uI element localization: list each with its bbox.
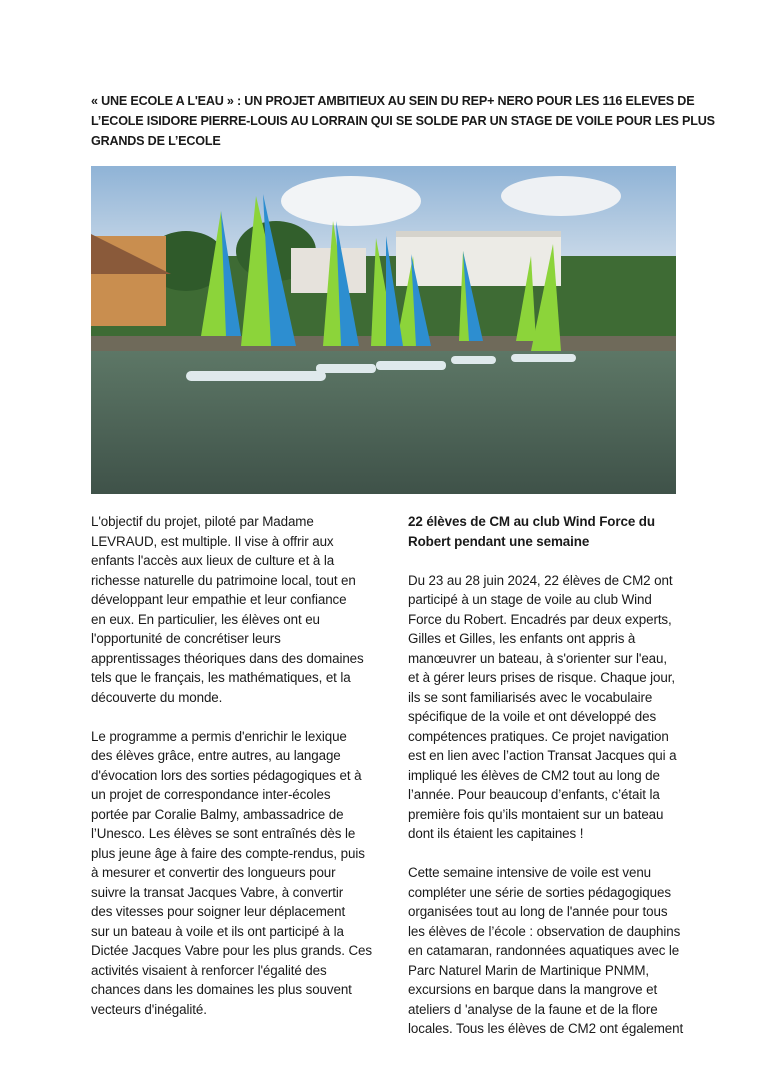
text-line: des élèves grâce, entre autres, au langage [91, 748, 341, 763]
paragraph-gap [408, 844, 688, 864]
text-line: l’Unesco. Les élèves se sont entraînés dès le [91, 826, 356, 841]
text-line: un projet de correspondance inter-écoles [91, 787, 331, 802]
title-line: GRANDS DE L’ECOLE [91, 134, 221, 148]
text-line: en eux. En particulier, les élèves ont eu [91, 611, 320, 627]
text-line: locales. Tous les élèves de CM2 ont également [408, 1021, 684, 1036]
text-line: enfants l'accès aux lieux de culture et à la [91, 553, 335, 568]
text-line: ils se sont familiarisés avec le vocabulaire [408, 689, 653, 705]
title-line: « UNE ECOLE A L'EAU » : UN PROJET AMBITIEUX AU SEIN DU REP+ NERO POUR LES 116 ELEVES DE [91, 94, 695, 108]
text-line: Dictée Jacques Vabre pour les plus grands. Ces [91, 943, 372, 958]
text-line: est en lien avec l’action Transat Jacques qui a [408, 748, 677, 763]
right-column [408, 512, 688, 1039]
text-line: LEVRAUD, est multiple. Il vise à offrir aux [91, 533, 334, 549]
text-line: Parc Naturel Marin de Martinique PNMM, [408, 962, 650, 978]
text-line: l'opportunité de concrétiser leurs [91, 631, 281, 646]
text-line: sur un bateau à voile et ils ont participé à la [91, 923, 344, 939]
text-line: les élèves de l’école : observation de dauphins [408, 923, 681, 939]
text-line: tels que le français, les mathématiques, et la [91, 670, 351, 685]
text-line: participé à un stage de voile au club Wind [408, 592, 652, 607]
text-line: et à gérer leurs prises de risque. Chaque jour, [408, 670, 675, 685]
text-line: impliqué les élèves de CM2 tout au long de [408, 767, 660, 783]
paragraph [408, 571, 688, 844]
paragraph [91, 727, 371, 1020]
text-line: dont ils étaient les capitaines ! [408, 826, 584, 841]
text-line: en catamaran, randonnées aquatiques avec le [408, 943, 680, 958]
text-line: spécifique de la voile et ont développé des [408, 709, 657, 724]
text-line: apprentissages théoriques dans des domaines [91, 650, 364, 666]
text-line: Le programme a permis d'enrichir le lexique [91, 728, 347, 744]
paragraph-gap [408, 551, 688, 571]
text-line: Du 23 au 28 juin 2024, 22 élèves de CM2 ont [408, 572, 673, 588]
text-line: 22 élèves de CM au club Wind Force du [408, 514, 655, 529]
text-line: L'objectif du projet, piloté par Madame [91, 514, 314, 529]
text-line: excursions en barque dans la mangrove et [408, 982, 658, 997]
paragraph [408, 863, 688, 1039]
text-line: des vitesses pour soigner leur déplacement [91, 904, 346, 919]
text-line: plus jeune âge à faire des compte-rendus, puis [91, 845, 365, 861]
text-line: première fois qu’ils montaient sur un bateau [408, 806, 664, 822]
text-line: d'évocation lors des sorties pédagogiques et à [91, 767, 362, 783]
text-line: manœuvrer un bateau, à s'orienter sur l'eau, [408, 650, 667, 666]
text-line: richesse naturelle du patrimoine local, tout en [91, 572, 356, 588]
text-line: compléter une série de sorties pédagogiques [408, 884, 671, 900]
text-line: développant leur empathie et leur confiance [91, 592, 347, 607]
text-line: compétences pratiques. Ce projet navigation [408, 728, 669, 744]
text-line: activités visaient à renforcer l'égalité des [91, 962, 327, 978]
text-line: vecteurs d'inégalité. [91, 1001, 207, 1017]
text-line: l’année. Pour beaucoup d’enfants, c’était la [408, 787, 660, 802]
text-line: chances dans les domaines les plus souvent [91, 982, 352, 997]
text-line: Force du Robert. Encadrés par deux experts, [408, 611, 672, 627]
text-line: portée par Coralie Balmy, ambassadrice de [91, 806, 344, 822]
paragraph [91, 512, 371, 707]
text-line: Robert pendant une semaine [408, 533, 590, 549]
sailing-boats-photo [91, 166, 676, 494]
text-line: à mesurer et convertir des longueurs pour [91, 865, 336, 880]
section-heading [408, 512, 688, 551]
text-line: Cette semaine intensive de voile est venu [408, 865, 652, 880]
text-line: organisées tout au long de l'année pour tous [408, 904, 668, 919]
title-line: L’ECOLE ISIDORE PIERRE-LOUIS AU LORRAIN QUI SE SOLDE PAR UN STAGE DE VOILE POUR LES PLUS [91, 114, 715, 128]
text-line: découverte du monde. [91, 689, 223, 705]
left-column [91, 512, 371, 1019]
text-line: ateliers d 'analyse de la faune et de la flore [408, 1001, 658, 1017]
article-title [91, 91, 715, 151]
text-line: suivre la transat Jacques Vabre, à convertir [91, 884, 344, 900]
text-line: Gilles et Gilles, les enfants ont appris à [408, 631, 636, 646]
paragraph-gap [91, 707, 371, 727]
